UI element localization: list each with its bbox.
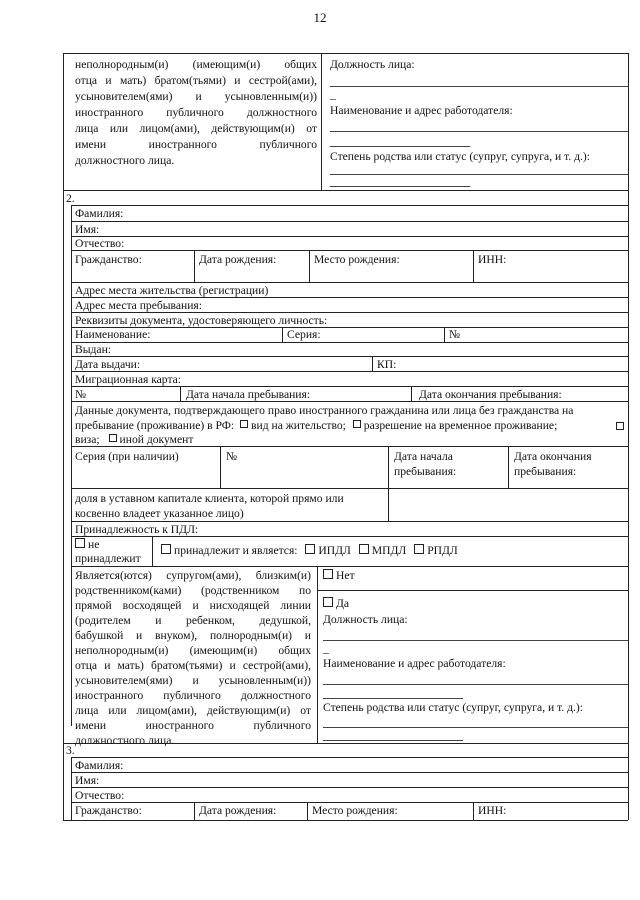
employer-label: Наименование и адрес работодателя: [323, 657, 506, 670]
text-line: отца и мать) братом(тьями) и сестрой(ами), [75, 74, 317, 87]
table-border [71, 787, 628, 788]
text-line: имени иностранного публичного [75, 138, 317, 151]
table-border [508, 446, 509, 488]
table-border [63, 190, 64, 743]
table-border [388, 488, 389, 521]
table-border [411, 386, 412, 401]
table-border [71, 221, 628, 222]
text-line: отца и мать) братом(тьями) и сестрой(ами), [75, 659, 311, 672]
table-border [63, 820, 628, 821]
patronymic-label: Отчество: [75, 789, 125, 802]
text-line: Является(ются) супругом(ами), близким(и) [75, 569, 311, 582]
inn-label: ИНН: [478, 804, 507, 817]
table-border [220, 446, 221, 488]
table-border [71, 802, 628, 803]
birth-date-label: Дата рождения: [199, 253, 277, 266]
number-label: № [449, 328, 461, 341]
position-field[interactable] [330, 86, 628, 87]
relation-no-checkbox[interactable] [323, 569, 333, 579]
table-border [71, 342, 628, 343]
series-if-any-label: Серия (при наличии) [75, 450, 179, 463]
dash-mark: _ [330, 88, 336, 101]
page-number: 12 [313, 10, 327, 25]
relation-no-option[interactable] [323, 569, 355, 583]
doc-name-label: Наименование: [75, 328, 151, 341]
table-border [71, 297, 628, 298]
relation-yes-option[interactable] [323, 597, 349, 611]
relation-label: Степень родства или статус (супруг, супруга, и т. д.): [323, 701, 583, 714]
right-of-stay-line2 [75, 419, 557, 433]
stay-end-label: Дата окончания пребывания: [419, 388, 562, 401]
belongs-pdl-label: принадлежит и является: [174, 544, 298, 557]
table-border [628, 743, 629, 820]
birth-place-label: Место рождения: [314, 253, 400, 266]
table-border [63, 190, 628, 191]
rpdl-label: РПДЛ [427, 544, 458, 557]
text-line: имени иностранного публичного [75, 719, 311, 732]
end-date-label-2: пребывания: [514, 465, 577, 478]
table-border [63, 53, 64, 190]
table-border [71, 566, 628, 567]
ipdl-label: ИПДЛ [318, 544, 351, 557]
table-border [71, 772, 628, 773]
table-border [194, 802, 195, 820]
stay-start-label: Дата начала пребывания: [186, 388, 311, 401]
table-border [71, 205, 72, 726]
table-border [71, 757, 628, 758]
table-border [71, 386, 628, 387]
position-label: Должность лица: [330, 58, 415, 71]
belongs-pdl-row [161, 544, 458, 558]
table-border [71, 521, 628, 522]
text-line: (родителем и ребенком, дедушкой, [75, 614, 311, 627]
relation-field[interactable] [323, 727, 628, 728]
patronymic-label: Отчество: [75, 237, 125, 250]
table-border [372, 356, 373, 371]
table-border [628, 190, 629, 743]
table-border [71, 446, 628, 447]
temp-residence-checkbox[interactable] [353, 420, 361, 428]
dash-mark: _ [323, 642, 329, 655]
share-capital-line2: косвенно владеет указанное лицо) [75, 507, 244, 520]
visa-checkbox[interactable] [616, 422, 624, 430]
not-pdl-checkbox[interactable] [75, 538, 85, 548]
relation-no-label: Нет [336, 569, 355, 582]
end-date-label-1: Дата окончания [514, 450, 592, 463]
start-date-label-2: пребывания: [394, 465, 457, 478]
employer-field-2[interactable] [330, 146, 470, 147]
migration-card-label: Миграционная карта: [75, 373, 182, 386]
relation-field-2[interactable] [323, 740, 463, 741]
relation-field[interactable] [330, 174, 628, 175]
table-border [71, 236, 628, 237]
right-of-stay-label: пребывание (проживание) в РФ: [75, 419, 235, 432]
employer-field[interactable] [330, 131, 628, 132]
table-border [71, 205, 628, 206]
not-pdl-option[interactable] [75, 538, 99, 552]
table-border [71, 327, 628, 328]
mpdl-label: МПДЛ [371, 544, 407, 557]
name-label: Имя: [75, 774, 100, 787]
table-border [317, 566, 318, 743]
table-border [63, 743, 628, 744]
table-border [309, 250, 310, 282]
relation-field-2[interactable] [330, 186, 470, 187]
belongs-pdl-checkbox[interactable] [161, 544, 171, 554]
residence-permit-checkbox[interactable] [240, 420, 248, 428]
text-line: усыновителем(ями) и усыновленным(и)) [75, 674, 311, 687]
residence-permit-label: вид на жительство; [251, 419, 346, 432]
inn-label: ИНН: [478, 253, 507, 266]
share-capital-line1: доля в уставном капитале клиента, которой прямо или [75, 492, 344, 505]
text-line: неполнородным(и) (имеющим(и) общих [75, 644, 311, 657]
table-border [71, 282, 628, 283]
employer-label: Наименование и адрес работодателя: [330, 104, 513, 117]
table-border [71, 757, 72, 820]
issue-date-label: Дата выдачи: [75, 358, 141, 371]
ipdl-checkbox[interactable] [305, 544, 315, 554]
position-label: Должность лица: [323, 613, 408, 626]
table-border [473, 250, 474, 282]
text-line: иностранного публичного должностного [75, 106, 317, 119]
surname-label: Фамилия: [75, 207, 124, 220]
name-label: Имя: [75, 223, 100, 236]
table-border [473, 802, 474, 820]
stay-address-label: Адрес места пребывания: [75, 299, 202, 312]
table-border [152, 536, 153, 566]
table-border [63, 53, 628, 54]
id-document-label: Реквизиты документа, удостоверяющего личность: [75, 314, 328, 327]
table-border [194, 250, 195, 282]
text-line: усыновителем(ями) и усыновленным(и)) [75, 90, 317, 103]
table-border [628, 53, 629, 190]
mpdl-checkbox[interactable] [359, 544, 369, 554]
start-date-label-1: Дата начала [394, 450, 453, 463]
table-border [388, 446, 389, 488]
issued-by-label: Выдан: [75, 343, 111, 356]
not-pdl-label: не [88, 538, 100, 551]
table-border [71, 356, 628, 357]
series-label: Серия: [287, 328, 321, 341]
table-border [71, 371, 628, 372]
relation-yes-checkbox[interactable] [323, 597, 333, 607]
temp-residence-label: разрешение на временное проживание; [363, 419, 558, 432]
other-doc-label: иной документ [119, 433, 194, 446]
text-line: прямой восходящей и нисходящей линии [75, 599, 311, 612]
table-border [180, 386, 181, 401]
table-border [444, 327, 445, 342]
person-number: 3. [66, 744, 75, 757]
text-line: бабушкой и внуком), полнородным(и) и [75, 629, 311, 642]
other-doc-checkbox[interactable] [109, 434, 117, 442]
right-of-stay-line3 [75, 433, 193, 447]
person-number: 2. [66, 192, 75, 205]
position-field[interactable] [323, 640, 628, 641]
table-border [71, 488, 628, 489]
birth-date-label: Дата рождения: [199, 804, 277, 817]
citizenship-label: Гражданство: [75, 804, 142, 817]
table-border [71, 250, 628, 251]
employer-field[interactable] [323, 684, 628, 685]
relation-label: Степень родства или статус (супруг, супруга, и т. д.): [330, 150, 590, 163]
birth-place-label: Место рождения: [312, 804, 398, 817]
visa-label: виза; [75, 433, 100, 446]
table-border [71, 536, 628, 537]
relation-yes-label: Да [336, 597, 350, 610]
text-line: родственником(ками) (родственником по [75, 584, 311, 597]
kp-label: КП: [377, 358, 397, 371]
residence-address-label: Адрес места жительства (регистрации) [75, 284, 269, 297]
table-border [71, 401, 628, 402]
text-line: иностранного публичного должностного [75, 689, 311, 702]
surname-label: Фамилия: [75, 759, 124, 772]
table-border [63, 743, 64, 820]
right-of-stay-doc-text: Данные документа, подтверждающего право иностранного гражданина или лица без гражданства на [75, 404, 574, 417]
table-border [321, 53, 322, 190]
pdl-belonging-label: Принадлежность к ПДЛ: [75, 523, 199, 536]
doc-number-label: № [226, 450, 238, 463]
text-line: лица или лицом(ами), действующим(и) от [75, 122, 317, 135]
citizenship-label: Гражданство: [75, 253, 142, 266]
not-pdl-label-2: принадлежит [75, 552, 141, 565]
text-line: неполнородным(и) (имеющим(и) общих [75, 58, 317, 71]
text-line: должностного лица. [75, 734, 175, 747]
rpdl-checkbox[interactable] [414, 544, 424, 554]
employer-field-2[interactable] [323, 698, 463, 699]
migration-card-number-label: № [75, 388, 87, 401]
table-border [71, 312, 628, 313]
table-border [317, 590, 628, 591]
table-border [282, 327, 283, 342]
text-line: лица или лицом(ами), действующим(и) от [75, 704, 311, 717]
text-line: должностного лица. [75, 154, 175, 167]
table-border [307, 802, 308, 820]
